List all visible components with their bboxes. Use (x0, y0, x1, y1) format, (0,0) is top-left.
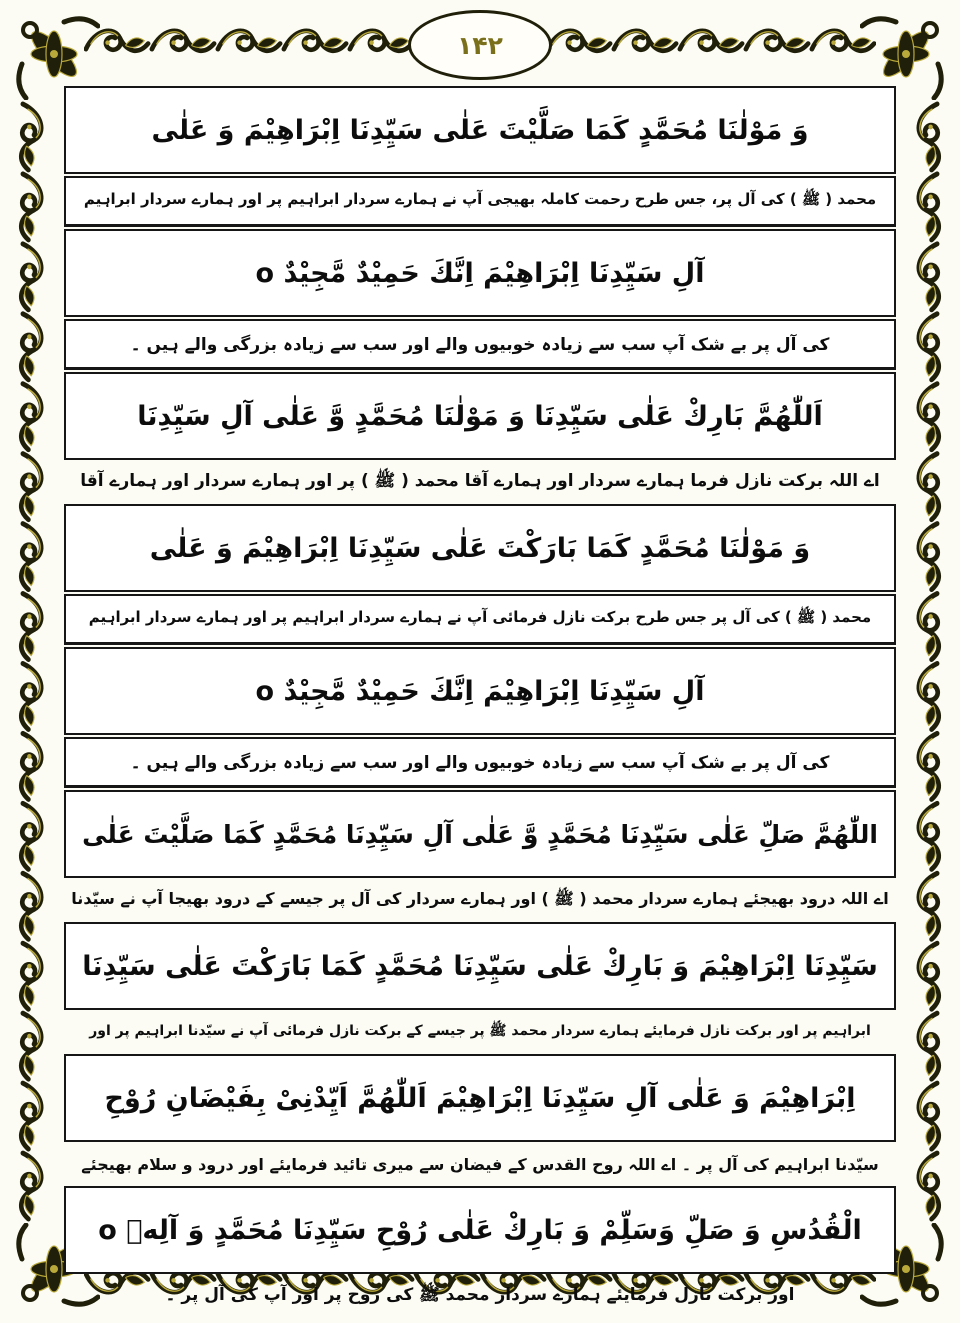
urdu-translation-row (64, 1144, 896, 1184)
arabic-verse-row (64, 1054, 896, 1142)
arabic-verse-row (64, 504, 896, 592)
prayer-rows (64, 86, 896, 1316)
urdu-translation-text: کی آل پر بے شک آپ سب سے زیادہ خوبیوں والے اور سب سے زیادہ بزرگی والے ہیں ۔ (130, 752, 830, 773)
urdu-translation-text: اے اللہ درود بھیجئے ہمارے سردار محمد ( ﷺ ) اور ہمارے سردار کی آل پر جیسے کے درود بھیجا آپ نے سیّدنا (71, 888, 889, 908)
arabic-verse-text: وَ مَوْلٰنَا مُحَمَّدٍ کَمَا بَارَکْتَ عَلٰی سَیِّدِنَا اِبْرَاهِیْمَ وَ عَلٰی (149, 532, 811, 564)
urdu-translation-text: اور برکت نازل فرمایئے ہمارے سردار محمد ﷺ کی روح پر اور آپ کی آل پر ۔ (165, 1284, 795, 1305)
arabic-verse-row (64, 790, 896, 878)
page-number: ۱۴۲ (457, 30, 503, 60)
arabic-verse-text: وَ مَوْلٰنَا مُحَمَّدٍ کَمَا صَلَّیْتَ عَلٰی سَیِّدِنَا اِبْرَاهِیْمَ وَ عَلٰی (151, 114, 809, 146)
arabic-verse-text: اللّٰهُمَّ صَلِّ عَلٰی سَیِّدِنَا مُحَمَّدٍ وَّ عَلٰی آلِ سَیِّدِنَا مُحَمَّدٍ کَمَا صَلَّیْتَ عَلٰی (82, 819, 878, 849)
arabic-verse-row (64, 1186, 896, 1274)
urdu-translation-text: محمد ( ﷺ ) کی آل پر، جس طرح رحمت کاملہ بھیجی آپ نے ہمارے سردار ابراہیم پر اور ہمارے سردار ابراہیم (83, 190, 877, 208)
urdu-translation-row (64, 319, 896, 370)
urdu-translation-row (64, 176, 896, 227)
arabic-verse-row (64, 86, 896, 174)
arabic-verse-text: آلِ سَیِّدِنَا اِبْرَاهِیْمَ اِنَّكَ حَمِیْدٌ مَّجِیْدٌ o (255, 675, 705, 707)
urdu-translation-text: محمد ( ﷺ ) کی آل پر جس طرح برکت نازل فرمائی آپ نے ہمارے سردار ابراہیم پر اور ہمارے سردار ابراہیم (88, 608, 872, 626)
ornamental-border-left-icon (8, 92, 60, 1231)
urdu-translation-text: ابراہیم پر اور برکت نازل فرمایئے ہمارے سردار محمد ﷺ پر جیسے کے برکت نازل فرمائی آپ نے سیّدنا ابراہیم پر اور (89, 1023, 871, 1039)
arabic-verse-row (64, 647, 896, 735)
urdu-translation-row (64, 880, 896, 920)
arabic-verse-text: اِبْرَاهِیْمَ وَ عَلٰی آلِ سَیِّدِنَا اِبْرَاهِیْمَ اَللّٰهُمَّ اَیِّدْنِیْ بِفَیْضَانِ رُوْحِ (104, 1082, 856, 1114)
page-number-ornament (408, 10, 552, 80)
urdu-translation-row (64, 1012, 896, 1052)
urdu-translation-text: کی آل پر بے شک آپ سب سے زیادہ خوبیوں والے اور سب سے زیادہ بزرگی والے ہیں ۔ (130, 334, 830, 355)
arabic-verse-text: آلِ سَیِّدِنَا اِبْرَاهِیْمَ اِنَّكَ حَمِیْدٌ مَّجِیْدٌ o (255, 257, 705, 289)
urdu-translation-text: اے اللہ برکت نازل فرما ہمارے سردار اور ہمارے آقا محمد ( ﷺ ) پر اور ہمارے سردار اور ہمارے آقا (80, 470, 880, 491)
ornamental-border-right-icon (900, 92, 952, 1231)
arabic-verse-text: اَللّٰهُمَّ بَارِكْ عَلٰی سَیِّدِنَا وَ مَوْلٰنَا مُحَمَّدٍ وَّ عَلٰی آلِ سَیِّدِنَا (137, 400, 823, 432)
arabic-verse-row (64, 922, 896, 1010)
urdu-translation-row (64, 462, 896, 502)
urdu-translation-row (64, 594, 896, 645)
arabic-verse-row (64, 372, 896, 460)
urdu-translation-row (64, 737, 896, 788)
arabic-verse-row (64, 229, 896, 317)
urdu-translation-text: سیّدنا ابراہیم کی آل پر ۔ اے اللہ روح القدس کے فیضان سے میری تائید فرمایئے اور درود و سلام بھیجئے (81, 1154, 879, 1174)
arabic-verse-text: الْقُدُسِ وَ صَلِّ وَسَلِّمْ وَ بَارِكْ عَلٰی رُوْحِ سَیِّدِنَا مُحَمَّدٍ وَ آلِهٖ o (98, 1214, 862, 1246)
arabic-verse-text: سَیِّدِنَا اِبْرَاهِیْمَ وَ بَارِكْ عَلٰی سَیِّدِنَا مُحَمَّدٍ کَمَا بَارَکْتَ عَلٰی سَیِّدِنَا (82, 950, 878, 982)
urdu-translation-row (64, 1276, 896, 1316)
